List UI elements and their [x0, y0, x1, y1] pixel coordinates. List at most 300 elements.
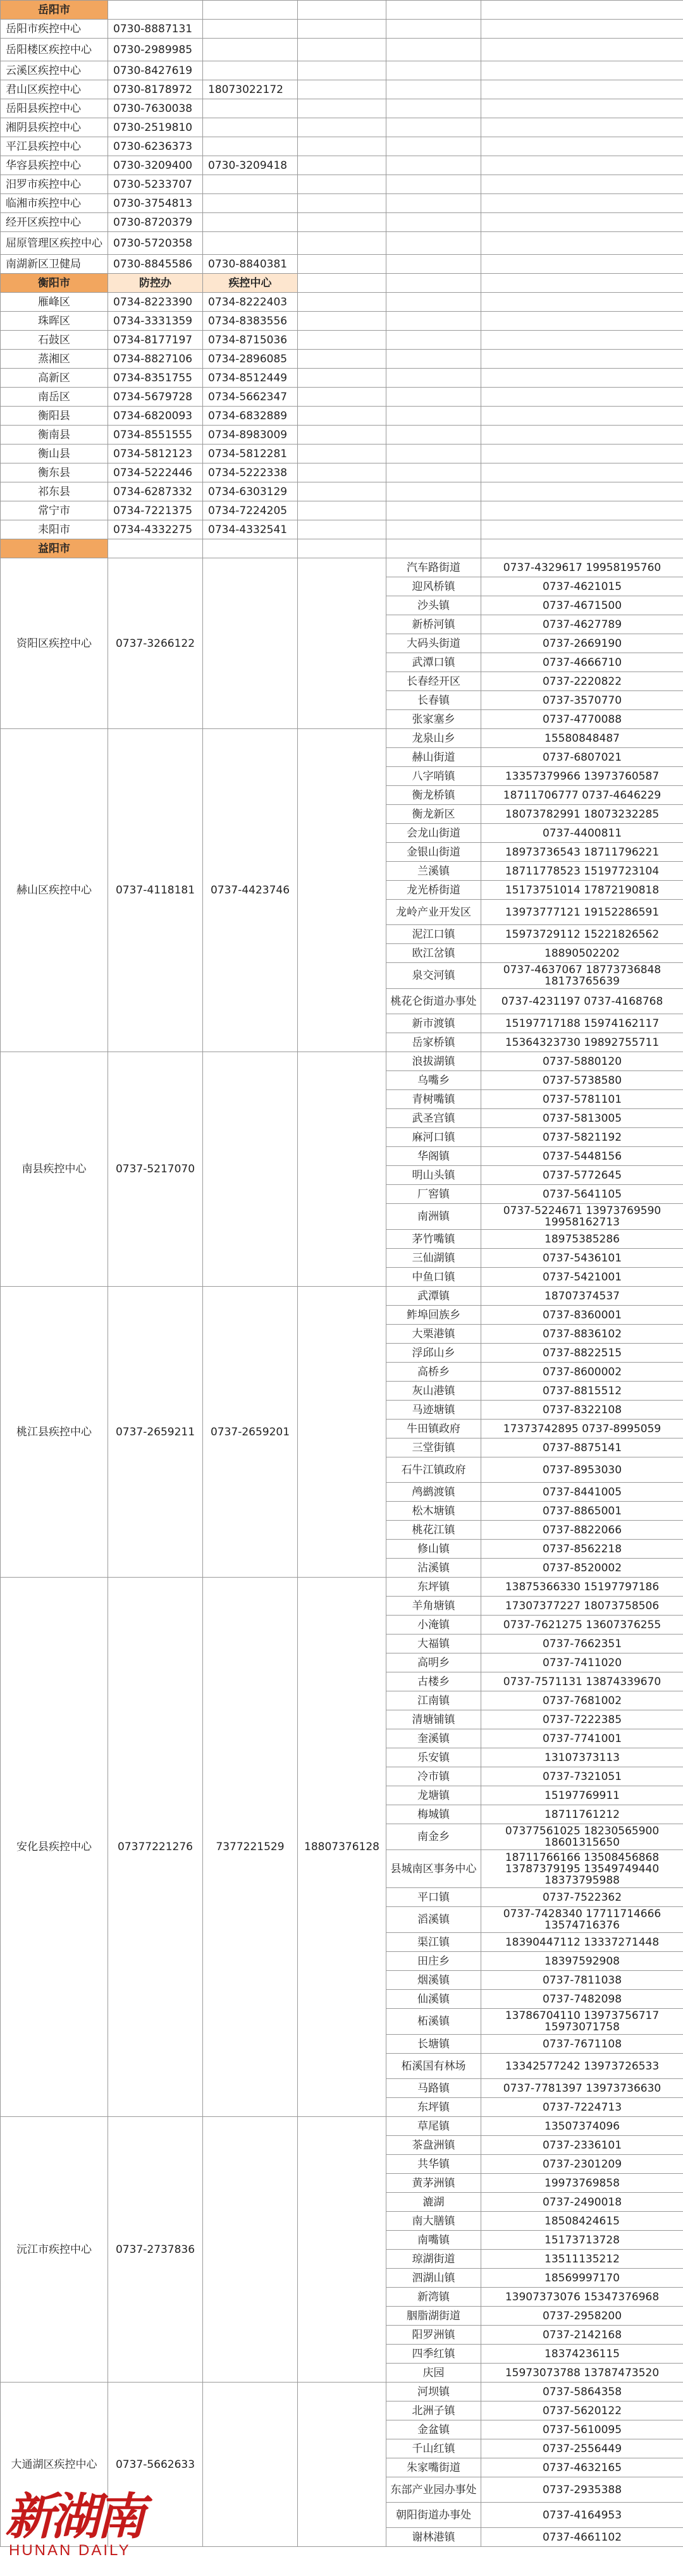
table-row [1, 80, 683, 99]
cdc-phone: 0734-2896085 [203, 350, 298, 369]
cdc-phone-2: 7377221529 [203, 1578, 298, 2117]
empty-cell [203, 1, 298, 20]
town-name: 南金乡 [386, 1824, 481, 1850]
empty-cell [298, 426, 386, 445]
empty-cell [298, 350, 386, 369]
empty-cell [481, 61, 683, 80]
town-name: 高桥乡 [386, 1363, 481, 1382]
town-phone: 0737-6807021 [481, 748, 683, 767]
empty-cell [481, 407, 683, 426]
table-row [1, 274, 683, 293]
cdc-phone: 0734-7224205 [203, 501, 298, 520]
district-name: 高新区 [1, 369, 108, 388]
empty-cell [481, 118, 683, 137]
town-phone: 15364323730 19892755711 [481, 1033, 683, 1052]
town-name: 东坪镇 [386, 2098, 481, 2117]
town-name: 迎风桥镇 [386, 577, 481, 596]
town-name: 衡龙桥镇 [386, 786, 481, 805]
town-name: 八字哨镇 [386, 767, 481, 786]
prevention-phone: 0734-6820093 [108, 407, 203, 426]
empty-cell [386, 213, 481, 232]
town-name: 柘溪国有林场 [386, 2054, 481, 2079]
town-name: 麻河口镇 [386, 1128, 481, 1147]
town-phone: 18569997170 [481, 2269, 683, 2288]
town-phone: 0737-5772645 [481, 1166, 683, 1185]
town-name: 平口镇 [386, 1888, 481, 1907]
town-phone: 13507374096 [481, 2117, 683, 2136]
empty-cell [203, 539, 298, 558]
table-row [1, 407, 683, 426]
town-phone: 0737-8836102 [481, 1325, 683, 1344]
town-phone: 0737-8360001 [481, 1306, 683, 1325]
town-phone: 18374236115 [481, 2345, 683, 2364]
town-name: 羊角塘镇 [386, 1597, 481, 1616]
town-phone: 13107373113 [481, 1748, 683, 1767]
town-phone: 19973769858 [481, 2174, 683, 2193]
town-name: 新桥河镇 [386, 615, 481, 634]
town-name: 高明乡 [386, 1653, 481, 1672]
town-name: 江南镇 [386, 1691, 481, 1710]
town-name: 长塘镇 [386, 2035, 481, 2054]
phone-1: 0730-8720379 [108, 213, 203, 232]
phone-2 [203, 39, 298, 61]
empty-cell [298, 118, 386, 137]
town-name: 朝阳街道办事处 [386, 2503, 481, 2528]
empty-cell [386, 539, 481, 558]
table-row [1, 156, 683, 175]
town-name: 厂窖镇 [386, 1185, 481, 1204]
phone-1: 0730-2989985 [108, 39, 203, 61]
town-phone: 18711766166 13508456868 13787379195 13549749440 18373795988 [481, 1850, 683, 1888]
town-phone: 0737-2301209 [481, 2155, 683, 2174]
town-phone: 0737-4637067 18773736848 18173765639 [481, 963, 683, 989]
town-phone: 0737-8322108 [481, 1401, 683, 1420]
cdc-phone: 0734-5662347 [203, 388, 298, 407]
town-name: 阳罗洲镇 [386, 2326, 481, 2345]
town-phone: 0737-5738580 [481, 1071, 683, 1090]
table-row [1, 445, 683, 463]
cdc-center-name: 沅江市疾控中心 [1, 2117, 108, 2383]
town-name: 长春镇 [386, 691, 481, 710]
town-name: 华阁镇 [386, 1147, 481, 1166]
phone-2 [203, 175, 298, 194]
phone-1: 0730-8178972 [108, 80, 203, 99]
empty-cell [298, 331, 386, 350]
town-phone: 0737-5436101 [481, 1249, 683, 1268]
town-name: 浮邱山乡 [386, 1344, 481, 1363]
cdc-phone: 0734-8715036 [203, 331, 298, 350]
phone-1: 0730-2519810 [108, 118, 203, 137]
town-phone: 0737-2220822 [481, 672, 683, 691]
cdc-phone-1: 0737-3266122 [108, 558, 203, 729]
cdc-phone: 0734-5812281 [203, 445, 298, 463]
empty-cell [298, 369, 386, 388]
empty-cell [481, 1, 683, 20]
town-name: 牛田镇政府 [386, 1420, 481, 1438]
town-name: 灰山港镇 [386, 1382, 481, 1401]
empty-cell [481, 274, 683, 293]
table-row [1, 1287, 683, 1306]
phone-2 [203, 61, 298, 80]
empty-cell [386, 232, 481, 255]
cdc-center-name: 大通湖区疾控中心 [1, 2383, 108, 2547]
town-phone: 0737-8822515 [481, 1344, 683, 1363]
cdc-phone-3: 18807376128 [298, 1578, 386, 2117]
empty-cell [386, 293, 481, 312]
town-name: 泉交河镇 [386, 963, 481, 989]
table-row [1, 501, 683, 520]
town-name: 武潭镇 [386, 1287, 481, 1306]
phone-1: 0730-3754813 [108, 194, 203, 213]
town-name: 四季红镇 [386, 2345, 481, 2364]
town-name: 朱家嘴街道 [386, 2458, 481, 2477]
cdc-phone: 0734-4332541 [203, 520, 298, 539]
town-name: 乐安镇 [386, 1748, 481, 1767]
org-name: 华容县疾控中心 [1, 156, 108, 175]
empty-cell [298, 520, 386, 539]
town-name: 会龙山街道 [386, 824, 481, 843]
empty-cell [386, 350, 481, 369]
town-phone: 0737-2958200 [481, 2307, 683, 2326]
town-phone: 18073782991 18073232285 [481, 805, 683, 824]
table-row [1, 61, 683, 80]
empty-cell [298, 194, 386, 213]
empty-cell [298, 255, 386, 274]
town-name: 兰溪镇 [386, 862, 481, 881]
empty-cell [481, 482, 683, 501]
town-phone: 15197769911 [481, 1786, 683, 1805]
empty-cell [481, 426, 683, 445]
phone-2: 0730-3209418 [203, 156, 298, 175]
town-phone: 0737-8815512 [481, 1382, 683, 1401]
prevention-phone: 0734-4332275 [108, 520, 203, 539]
table-row [1, 255, 683, 274]
cdc-phone-2: 0737-4423746 [203, 729, 298, 1052]
town-phone: 0737-7571131 13874339670 [481, 1672, 683, 1691]
town-phone: 0737-7671108 [481, 2035, 683, 2054]
empty-cell [298, 213, 386, 232]
cdc-phone: 0734-8983009 [203, 426, 298, 445]
town-name: 泗湖山镇 [386, 2269, 481, 2288]
table-row [1, 388, 683, 407]
town-name: 茅竹嘴镇 [386, 1230, 481, 1249]
town-name: 泥江口镇 [386, 925, 481, 944]
empty-cell [481, 331, 683, 350]
empty-cell [298, 175, 386, 194]
empty-cell [386, 137, 481, 156]
town-name: 南洲镇 [386, 1204, 481, 1230]
town-phone: 0737-5864358 [481, 2383, 683, 2401]
empty-cell [386, 1, 481, 20]
district-name: 石鼓区 [1, 331, 108, 350]
town-name: 沙头镇 [386, 596, 481, 615]
town-phone: 0737-7681002 [481, 1691, 683, 1710]
town-name: 河坝镇 [386, 2383, 481, 2401]
empty-cell [298, 20, 386, 39]
cdc-phone-1: 0737-2737836 [108, 2117, 203, 2383]
town-name: 清塘铺镇 [386, 1710, 481, 1729]
org-name: 湘阴县疾控中心 [1, 118, 108, 137]
town-name: 桃花仑街道办事处 [386, 989, 481, 1014]
town-name: 长春经开区 [386, 672, 481, 691]
empty-cell [298, 482, 386, 501]
district-name: 蒸湘区 [1, 350, 108, 369]
phone-2 [203, 213, 298, 232]
table-row [1, 1052, 683, 1071]
empty-cell [481, 213, 683, 232]
empty-cell [298, 137, 386, 156]
table-row [1, 369, 683, 388]
town-name: 茶盘洲镇 [386, 2136, 481, 2155]
table-row [1, 2383, 683, 2401]
town-phone: 0737-8600002 [481, 1363, 683, 1382]
prevention-phone: 0734-8551555 [108, 426, 203, 445]
table-row [1, 137, 683, 156]
empty-cell [386, 312, 481, 331]
prevention-phone: 0734-7221375 [108, 501, 203, 520]
phone-1: 0730-6236373 [108, 137, 203, 156]
empty-cell [298, 407, 386, 426]
empty-cell [386, 501, 481, 520]
phone-1: 0730-5720358 [108, 232, 203, 255]
town-phone: 0737-8822066 [481, 1521, 683, 1540]
table-row [1, 293, 683, 312]
town-name: 松木塘镇 [386, 1502, 481, 1521]
cdc-phone-3 [298, 2383, 386, 2547]
logo-chinese: 新湖南 [5, 2488, 142, 2546]
town-phone: 0737-7411020 [481, 1653, 683, 1672]
empty-cell [481, 539, 683, 558]
table-row [1, 558, 683, 577]
town-phone: 15973729112 15221826562 [481, 925, 683, 944]
town-phone: 0737-4671500 [481, 596, 683, 615]
empty-cell [481, 312, 683, 331]
town-name: 桃花江镇 [386, 1521, 481, 1540]
phone-2 [203, 194, 298, 213]
town-phone: 0737-5421001 [481, 1268, 683, 1287]
empty-cell [386, 61, 481, 80]
town-name: 县城南区事务中心 [386, 1850, 481, 1888]
table-row [1, 520, 683, 539]
town-name: 沾溪镇 [386, 1559, 481, 1578]
prevention-phone: 0734-5679728 [108, 388, 203, 407]
town-name: 龙泉山乡 [386, 729, 481, 748]
logo-english: HUNAN DAILY [9, 2542, 131, 2559]
empty-cell [386, 255, 481, 274]
prevention-phone: 0734-3331359 [108, 312, 203, 331]
town-phone: 0737-2142168 [481, 2326, 683, 2345]
empty-cell [298, 388, 386, 407]
town-phone: 0737-5880120 [481, 1052, 683, 1071]
town-name: 修山镇 [386, 1540, 481, 1559]
cdc-phone-2 [203, 1052, 298, 1287]
table-row [1, 539, 683, 558]
town-phone: 13786704110 13973756717 15973071758 [481, 2009, 683, 2035]
town-name: 东坪镇 [386, 1578, 481, 1597]
town-phone: 0737-7662351 [481, 1635, 683, 1653]
empty-cell [481, 39, 683, 61]
district-name: 祁东县 [1, 482, 108, 501]
town-name: 冷市镇 [386, 1767, 481, 1786]
town-name: 赫山街道 [386, 748, 481, 767]
empty-cell [386, 194, 481, 213]
town-phone: 0737-8865001 [481, 1502, 683, 1521]
town-phone: 0737-4231197 0737-4168768 [481, 989, 683, 1014]
hunan-daily-logo [5, 2489, 169, 2571]
table-row [1, 175, 683, 194]
empty-cell [481, 194, 683, 213]
town-phone: 0737-7522362 [481, 1888, 683, 1907]
town-name: 仙溪镇 [386, 1990, 481, 2009]
town-name: 渠江镇 [386, 1933, 481, 1952]
table-row [1, 2117, 683, 2136]
table-row [1, 39, 683, 61]
cdc-phone-1: 0737-5217070 [108, 1052, 203, 1287]
district-name: 珠晖区 [1, 312, 108, 331]
phone-2 [203, 137, 298, 156]
town-name: 漉湖 [386, 2193, 481, 2212]
town-name: 张家塞乡 [386, 710, 481, 729]
empty-cell [386, 331, 481, 350]
empty-cell [386, 407, 481, 426]
town-phone: 0737-7621275 13607376255 [481, 1616, 683, 1635]
town-phone: 17307377227 18073758506 [481, 1597, 683, 1616]
town-name: 共华镇 [386, 2155, 481, 2174]
district-name: 耒阳市 [1, 520, 108, 539]
town-name: 大码头街道 [386, 634, 481, 653]
town-name: 青树嘴镇 [386, 1090, 481, 1109]
empty-cell [481, 388, 683, 407]
town-name: 柘溪镇 [386, 2009, 481, 2035]
cdc-phone: 0734-8222403 [203, 293, 298, 312]
town-name: 武潭口镇 [386, 653, 481, 672]
cdc-phone-1: 07377221276 [108, 1578, 203, 2117]
cdc-phone-2: 0737-2659201 [203, 1287, 298, 1578]
town-phone: 0737-4632165 [481, 2458, 683, 2477]
town-name: 梅城镇 [386, 1805, 481, 1824]
town-phone: 13511135212 [481, 2250, 683, 2269]
district-name: 衡山县 [1, 445, 108, 463]
empty-cell [386, 520, 481, 539]
town-name: 龙光桥街道 [386, 881, 481, 900]
empty-cell [108, 539, 203, 558]
town-name: 武圣宫镇 [386, 1109, 481, 1128]
town-phone: 18711706777 0737-4646229 [481, 786, 683, 805]
town-name: 草尾镇 [386, 2117, 481, 2136]
org-name: 汨罗市疾控中心 [1, 175, 108, 194]
town-name: 中鱼口镇 [386, 1268, 481, 1287]
town-phone: 0737-7428340 17711714666 13574716376 [481, 1907, 683, 1933]
table-row [1, 331, 683, 350]
empty-cell [386, 463, 481, 482]
town-name: 南大膳镇 [386, 2212, 481, 2231]
town-name: 庆园 [386, 2364, 481, 2383]
town-name: 新湾镇 [386, 2288, 481, 2307]
town-name: 衡龙新区 [386, 805, 481, 824]
empty-cell [386, 99, 481, 118]
town-phone: 0737-4770088 [481, 710, 683, 729]
org-name: 云溪区疾控中心 [1, 61, 108, 80]
empty-cell [481, 350, 683, 369]
city-header-hengyang: 衡阳市 [1, 274, 108, 293]
empty-cell [386, 426, 481, 445]
town-phone: 18707374537 [481, 1287, 683, 1306]
town-phone: 0737-4627789 [481, 615, 683, 634]
town-name: 龙塘镇 [386, 1786, 481, 1805]
town-phone: 18711761212 [481, 1805, 683, 1824]
org-name: 临湘市疾控中心 [1, 194, 108, 213]
district-name: 衡阳县 [1, 407, 108, 426]
cdc-phone-3 [298, 1052, 386, 1287]
town-name: 奎溪镇 [386, 1729, 481, 1748]
town-name: 三堂街镇 [386, 1438, 481, 1457]
empty-cell [481, 501, 683, 520]
empty-cell [481, 80, 683, 99]
cdc-phone: 0734-8383556 [203, 312, 298, 331]
phone-1: 0730-3209400 [108, 156, 203, 175]
town-phone: 13973777121 19152286591 [481, 900, 683, 925]
empty-cell [481, 369, 683, 388]
town-phone: 18890502202 [481, 944, 683, 963]
town-phone: 0737-5610095 [481, 2420, 683, 2439]
org-name: 岳阳县疾控中心 [1, 99, 108, 118]
town-phone: 13907373076 15347376968 [481, 2288, 683, 2307]
town-phone: 0737-7482098 [481, 1990, 683, 2009]
cdc-center-name: 安化县疾控中心 [1, 1578, 108, 2117]
town-name: 千山红镇 [386, 2439, 481, 2458]
empty-cell [386, 20, 481, 39]
town-name: 乌嘴乡 [386, 1071, 481, 1090]
org-name: 岳阳市疾控中心 [1, 20, 108, 39]
town-phone: 0737-5813005 [481, 1109, 683, 1128]
cdc-phone-1: 0737-4118181 [108, 729, 203, 1052]
town-name: 田庄乡 [386, 1952, 481, 1971]
prevention-phone: 0734-5812123 [108, 445, 203, 463]
town-phone: 0737-5821192 [481, 1128, 683, 1147]
empty-cell [386, 274, 481, 293]
cdc-center-name: 南县疾控中心 [1, 1052, 108, 1287]
town-phone: 0737-8562218 [481, 1540, 683, 1559]
town-phone: 0737-4164953 [481, 2503, 683, 2528]
town-phone: 0737-5781101 [481, 1090, 683, 1109]
town-name: 烟溪镇 [386, 1971, 481, 1990]
table-row [1, 232, 683, 255]
town-phone: 18508424615 [481, 2212, 683, 2231]
cdc-phone-3 [298, 1287, 386, 1578]
column-header-cdc: 疾控中心 [203, 274, 298, 293]
city-header-yiyang: 益阳市 [1, 539, 108, 558]
prevention-phone: 0734-8177197 [108, 331, 203, 350]
town-phone: 0737-4329617 19958195760 [481, 558, 683, 577]
town-phone: 0737-2935388 [481, 2477, 683, 2503]
town-phone: 0737-8953030 [481, 1457, 683, 1483]
empty-cell [386, 175, 481, 194]
phone-1: 0730-5233707 [108, 175, 203, 194]
town-phone: 0737-7811038 [481, 1971, 683, 1990]
empty-cell [481, 175, 683, 194]
town-phone: 18390447112 13337271448 [481, 1933, 683, 1952]
empty-cell [386, 388, 481, 407]
district-name: 衡东县 [1, 463, 108, 482]
empty-cell [481, 445, 683, 463]
org-name: 岳阳楼区疾控中心 [1, 39, 108, 61]
cdc-phone-2 [203, 2383, 298, 2547]
town-phone: 17373742895 0737-8995059 [481, 1420, 683, 1438]
town-name: 岳家桥镇 [386, 1033, 481, 1052]
town-name: 鸬鹚渡镇 [386, 1483, 481, 1502]
town-phone: 0737-5641105 [481, 1185, 683, 1204]
district-name: 常宁市 [1, 501, 108, 520]
